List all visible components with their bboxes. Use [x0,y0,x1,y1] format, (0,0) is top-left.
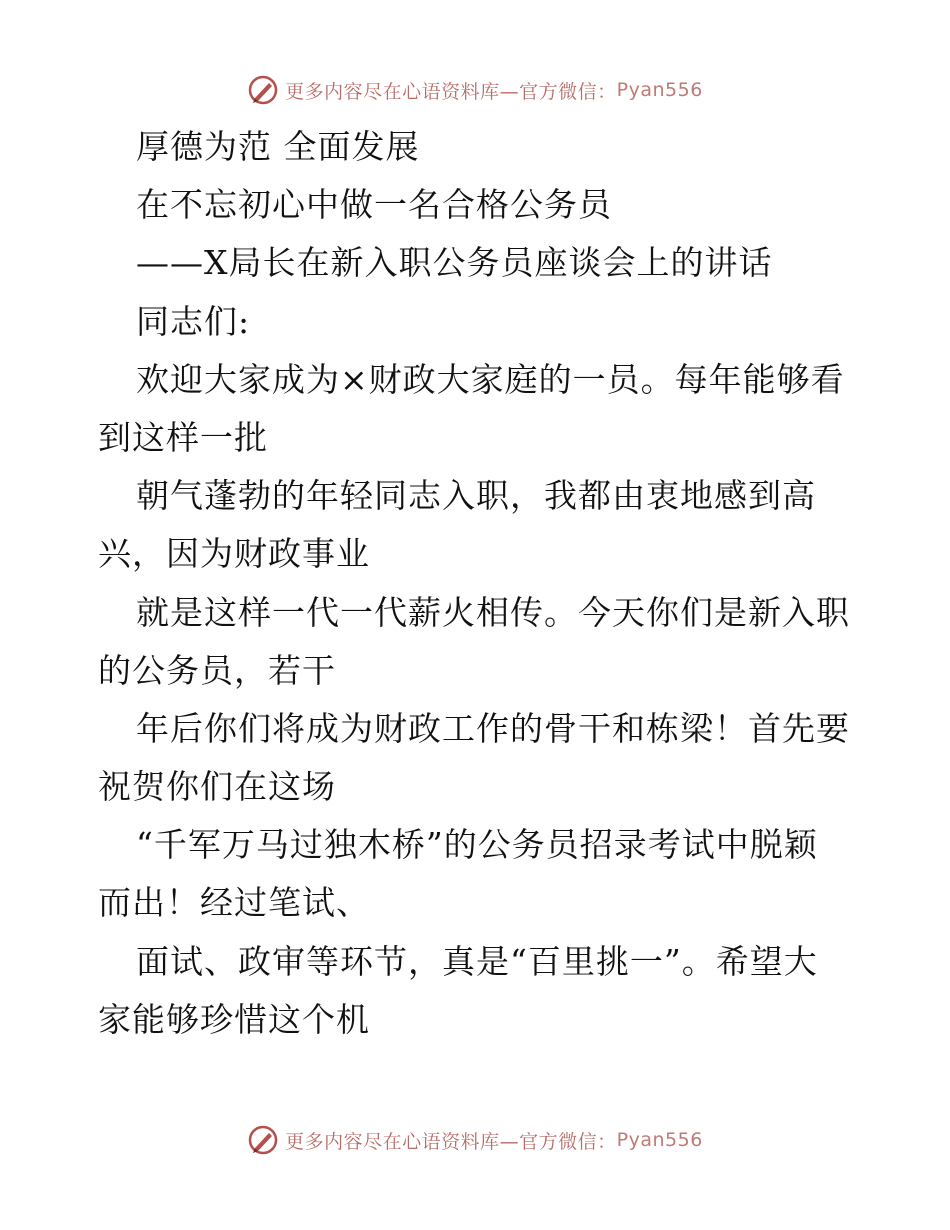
footer-watermark [0,1120,950,1160]
paragraph-line: 欢迎大家成为×财政大家庭的一员。每年能够看 [136,359,845,399]
pen-logo-icon [247,1124,279,1156]
paragraph-line: 的公务员，若干 [98,650,336,690]
document-speaker-line: ——X局长在新入职公务员座谈会上的讲话 [136,243,773,283]
paragraph-line: 到这样一批 [98,417,268,457]
paragraph-line: 面试、政审等环节，真是“百里挑一”。希望大 [136,941,818,981]
header-watermark [0,70,950,110]
paragraph-line: 家能够珍惜这个机 [98,999,370,1039]
watermark-text: 更多内容尽在心语资料库—官方微信： [285,80,617,103]
salutation: 同志们: [136,301,251,341]
paragraph-line: 祝贺你们在这场 [98,767,336,807]
paragraph-line: 而出！经过笔试、 [98,883,370,923]
document-subtitle: 在不忘初心中做一名合格公务员 [136,185,612,225]
document-title: 厚德为范 全面发展 [136,127,420,166]
watermark-contact: Pyan556 [616,79,703,101]
pen-logo-icon [247,74,279,106]
watermark-contact: Pyan556 [616,1129,703,1151]
paragraph-line: 就是这样一代一代薪火相传。今天你们是新入职 [136,592,850,632]
paragraph-line: 朝气蓬勃的年轻同志入职，我都由衷地感到高 [136,476,816,516]
paragraph-line: 年后你们将成为财政工作的骨干和栋梁！首先要 [136,708,850,748]
paragraph-line: 兴，因为财政事业 [98,534,370,574]
watermark-text: 更多内容尽在心语资料库—官方微信： [285,1130,617,1153]
paragraph-line: “千军万马过独木桥”的公务员招录考试中脱颖 [136,825,818,865]
document-body [98,118,858,1049]
